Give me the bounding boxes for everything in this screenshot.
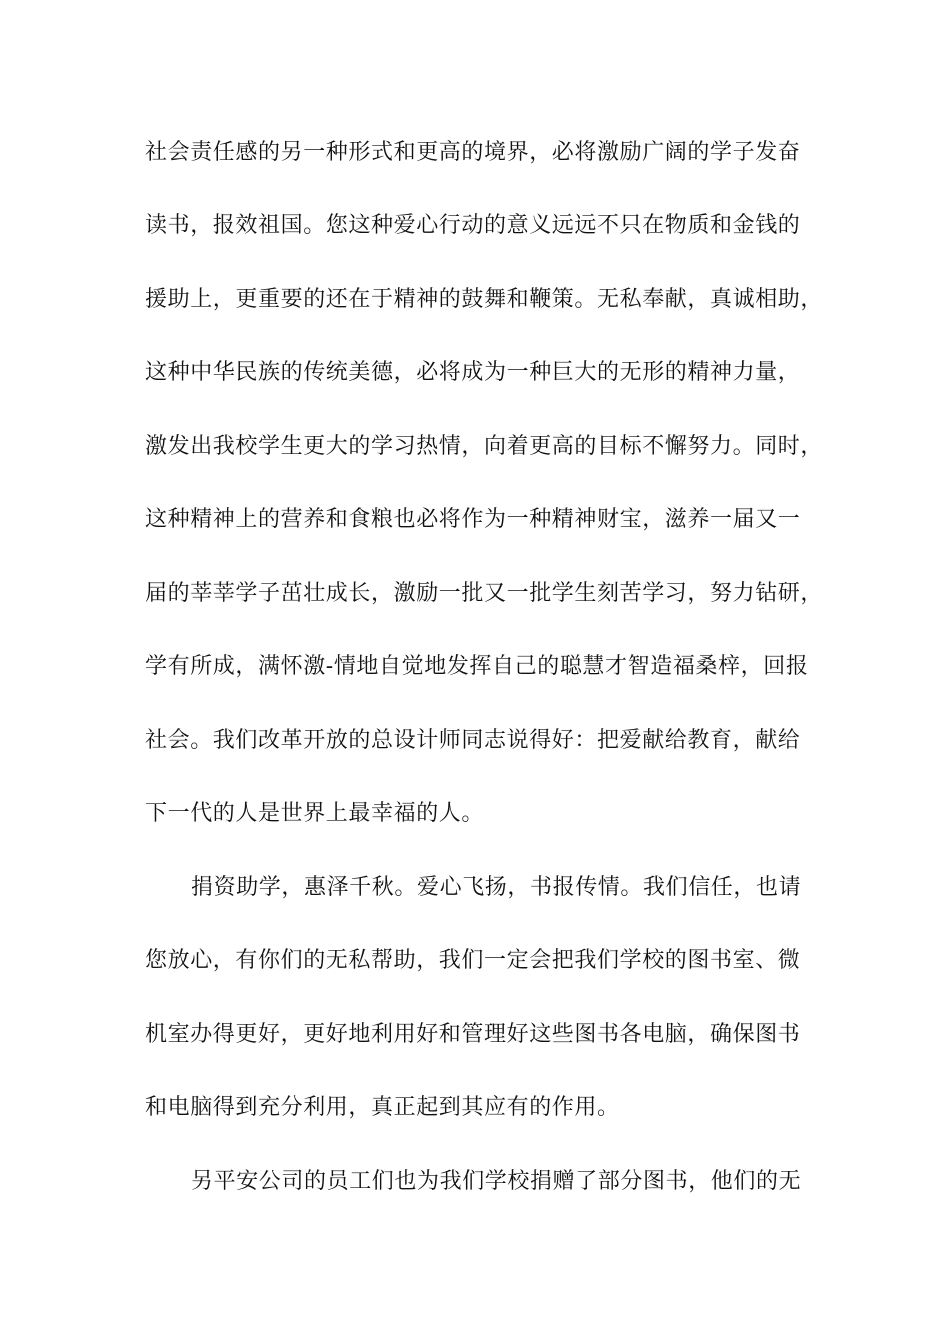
paragraph-line: 读书，报效祖国。您这种爱心行动的意义远远不只在物质和金钱的 bbox=[145, 213, 801, 238]
paragraph-line: 社会。我们改革开放的总设计师同志说得好：把爱献给教育，献给 bbox=[145, 728, 801, 753]
paragraph-line: 您放心，有你们的无私帮助，我们一定会把我们学校的图书室、微 bbox=[145, 948, 801, 973]
paragraph-line: 这种中华民族的传统美德，必将成为一种巨大的无形的精神力量， bbox=[145, 360, 801, 385]
paragraph-line: 这种精神上的营养和食粮也必将作为一种精神财宝，滋养一届又一 bbox=[145, 507, 801, 532]
paragraph-first-line: 捐资助学，惠泽千秋。爱心飞扬，书报传情。我们信任，也请 bbox=[191, 875, 802, 900]
paragraph-line: 社会责任感的另一种形式和更高的境界，必将激励广阔的学子发奋 bbox=[145, 140, 801, 165]
paragraph-line: 届的莘莘学子茁壮成长，激励一批又一批学生刻苦学习，努力钻研， bbox=[145, 581, 824, 606]
paragraph-line: 援助上，更重要的还在于精神的鼓舞和鞭策。无私奉献，真诚相助， bbox=[145, 287, 824, 312]
paragraph-line: 学有所成，满怀激-情地自觉地发挥自己的聪慧才智造福桑梓，回报 bbox=[145, 654, 809, 679]
paragraph-first-line: 另平安公司的员工们也为我们学校捐赠了部分图书，他们的无 bbox=[191, 1169, 802, 1194]
paragraph-line: 下一代的人是世界上最幸福的人。 bbox=[145, 801, 485, 826]
paragraph-line: 机室办得更好，更好地利用好和管理好这些图书各电脑，确保图书 bbox=[145, 1022, 801, 1047]
paragraph-line: 和电脑得到充分利用，真正起到其应有的作用。 bbox=[145, 1095, 620, 1120]
paragraph-line: 激发出我校学生更大的学习热情，向着更高的目标不懈努力。同时， bbox=[145, 434, 824, 459]
